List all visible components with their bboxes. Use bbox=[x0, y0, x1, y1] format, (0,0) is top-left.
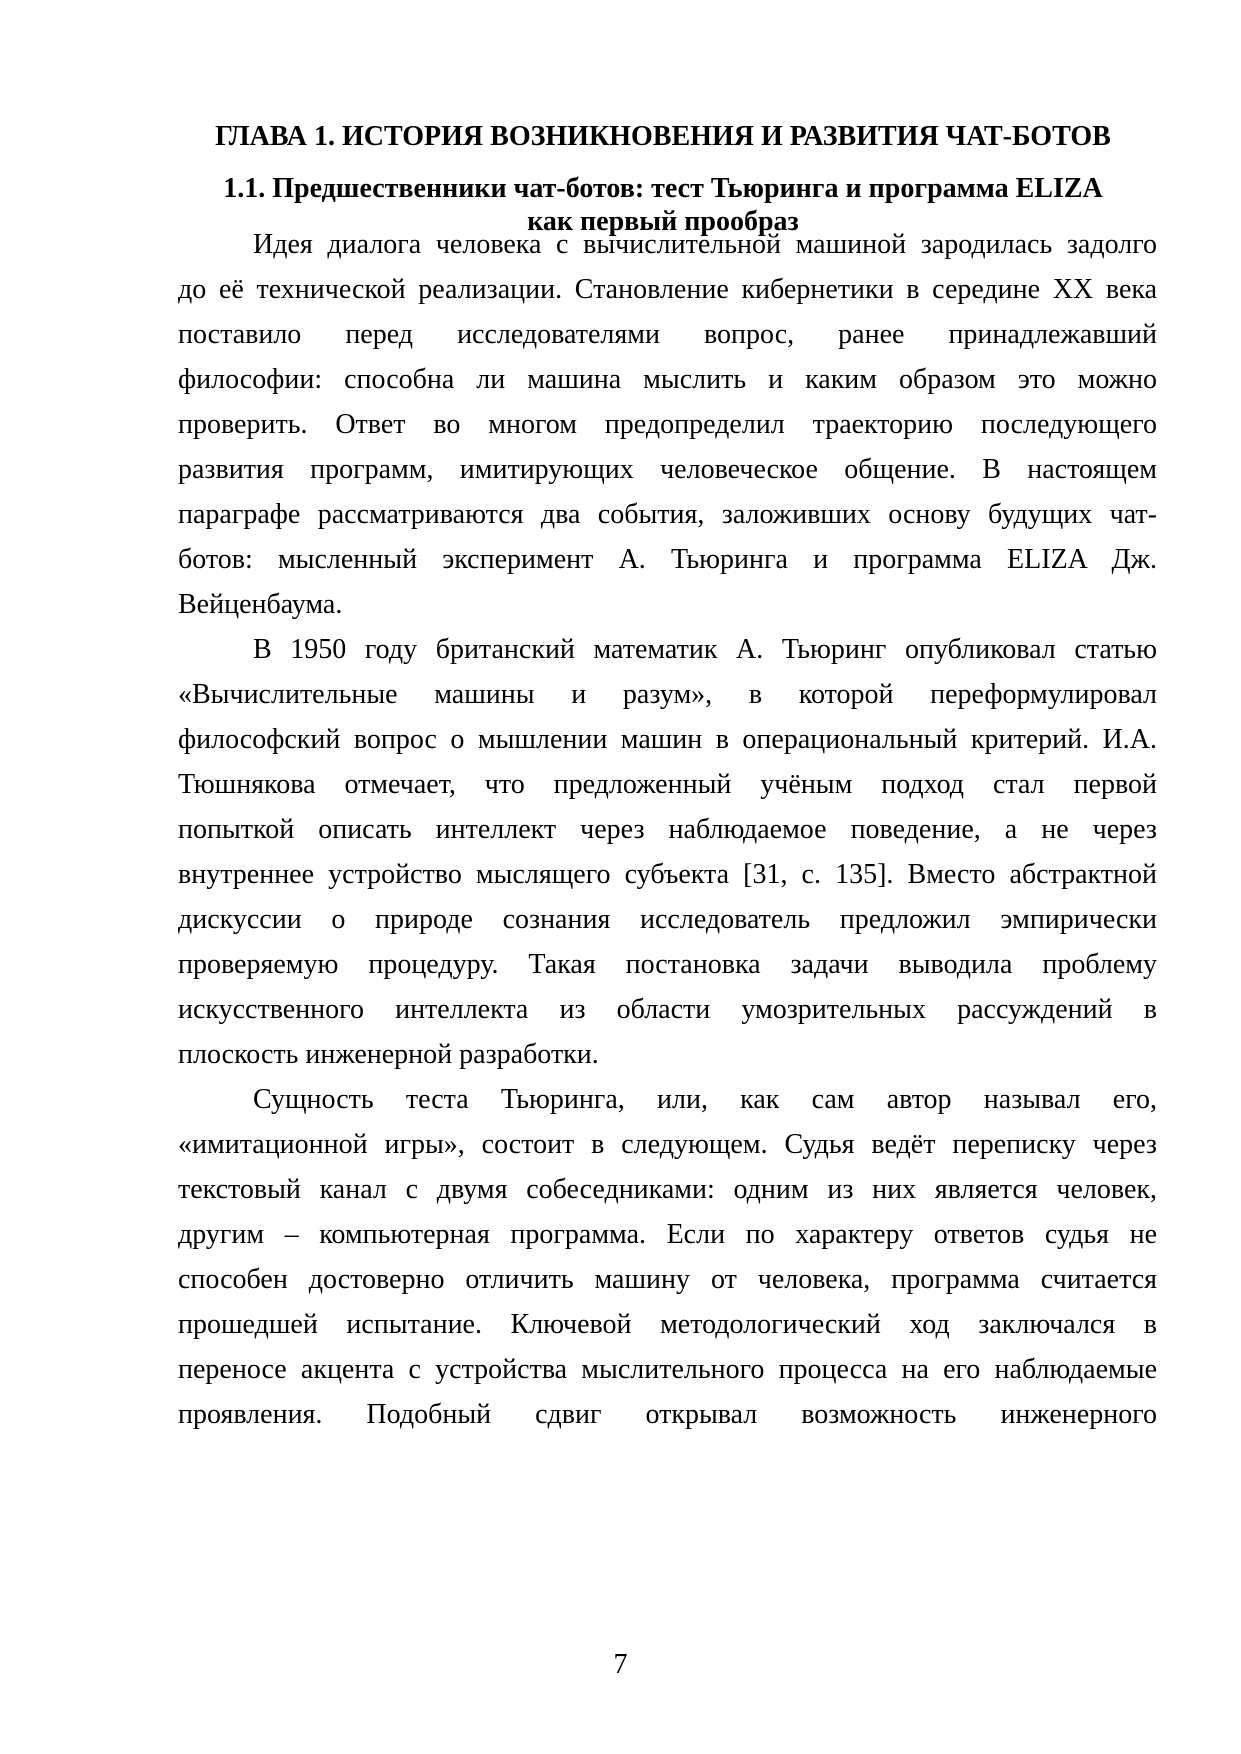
body-text-line: плоскость инженерной разработки. bbox=[178, 1039, 599, 1070]
page-number: 7 bbox=[613, 1649, 628, 1680]
body-text-line: переносе акцента с устройства мыслительного процесса на его наблюдаемые bbox=[178, 1354, 1157, 1385]
body-text-line: «имитационной игры», состоит в следующем. Судья ведёт переписку через bbox=[178, 1129, 1157, 1160]
section-title-line-1: 1.1. Предшественники чат-ботов: тест Тьюринга и программа ELIZA bbox=[223, 173, 1103, 204]
body-text-line: параграфе рассматриваются два события, заложивших основу будущих чат- bbox=[178, 499, 1157, 530]
body-text-line: В 1950 году британский математик А. Тьюринг опубликовал статью bbox=[253, 634, 1157, 665]
body-text-line: до её технической реализации. Становление кибернетики в середине XX века bbox=[178, 274, 1157, 305]
body-text-line: Тюшнякова отмечает, что предложенный учёным подход стал первой bbox=[178, 769, 1157, 800]
body-text-line: поставило перед исследователями вопрос, ранее принадлежавший bbox=[178, 319, 1157, 350]
body-text-line: Сущность теста Тьюринга, или, как сам автор называл его, bbox=[253, 1084, 1157, 1115]
body-text-line: философии: способна ли машина мыслить и каким образом это можно bbox=[178, 364, 1157, 395]
body-text-line: внутреннее устройство мыслящего субъекта [31, с. 135]. Вместо абстрактной bbox=[178, 859, 1157, 890]
body-text-line: другим – компьютерная программа. Если по характеру ответов судья не bbox=[178, 1219, 1157, 1250]
body-text-line: текстовый канал с двумя собеседниками: одним из них является человек, bbox=[178, 1174, 1157, 1205]
body-text-line: философский вопрос о мышлении машин в операциональный критерий. И.А. bbox=[178, 724, 1157, 755]
section-title-line-2: как первый прообраз bbox=[527, 206, 799, 237]
body-text-line: способен достоверно отличить машину от человека, программа считается bbox=[178, 1264, 1157, 1295]
body-text-line: проявления. Подобный сдвиг открывал возможность инженерного bbox=[178, 1399, 1157, 1430]
body-text-line: проверить. Ответ во многом предопределил траекторию последующего bbox=[178, 409, 1157, 440]
body-text-line: прошедшей испытание. Ключевой методологический ход заключался в bbox=[178, 1309, 1157, 1340]
body-text-line: ботов: мысленный эксперимент А. Тьюринга и программа ELIZA Дж. bbox=[178, 544, 1157, 575]
body-text-line: искусственного интеллекта из области умозрительных рассуждений в bbox=[178, 994, 1157, 1025]
chapter-title: ГЛАВА 1. ИСТОРИЯ ВОЗНИКНОВЕНИЯ И РАЗВИТИЯ ЧАТ-БОТОВ bbox=[215, 121, 1111, 152]
body-text-line: попыткой описать интеллект через наблюдаемое поведение, а не через bbox=[178, 814, 1157, 845]
body-text-line: Идея диалога человека с вычислительной машиной зародилась задолго bbox=[253, 229, 1157, 260]
body-text-line: Вейценбаума. bbox=[178, 589, 343, 620]
body-text-line: дискуссии о природе сознания исследователь предложил эмпирически bbox=[178, 904, 1157, 935]
body-text-line: «Вычислительные машины и разум», в которой переформулировал bbox=[178, 679, 1157, 710]
body-text-line: развития программ, имитирующих человеческое общение. В настоящем bbox=[178, 454, 1157, 485]
body-text-line: проверяемую процедуру. Такая постановка задачи выводила проблему bbox=[178, 949, 1157, 980]
